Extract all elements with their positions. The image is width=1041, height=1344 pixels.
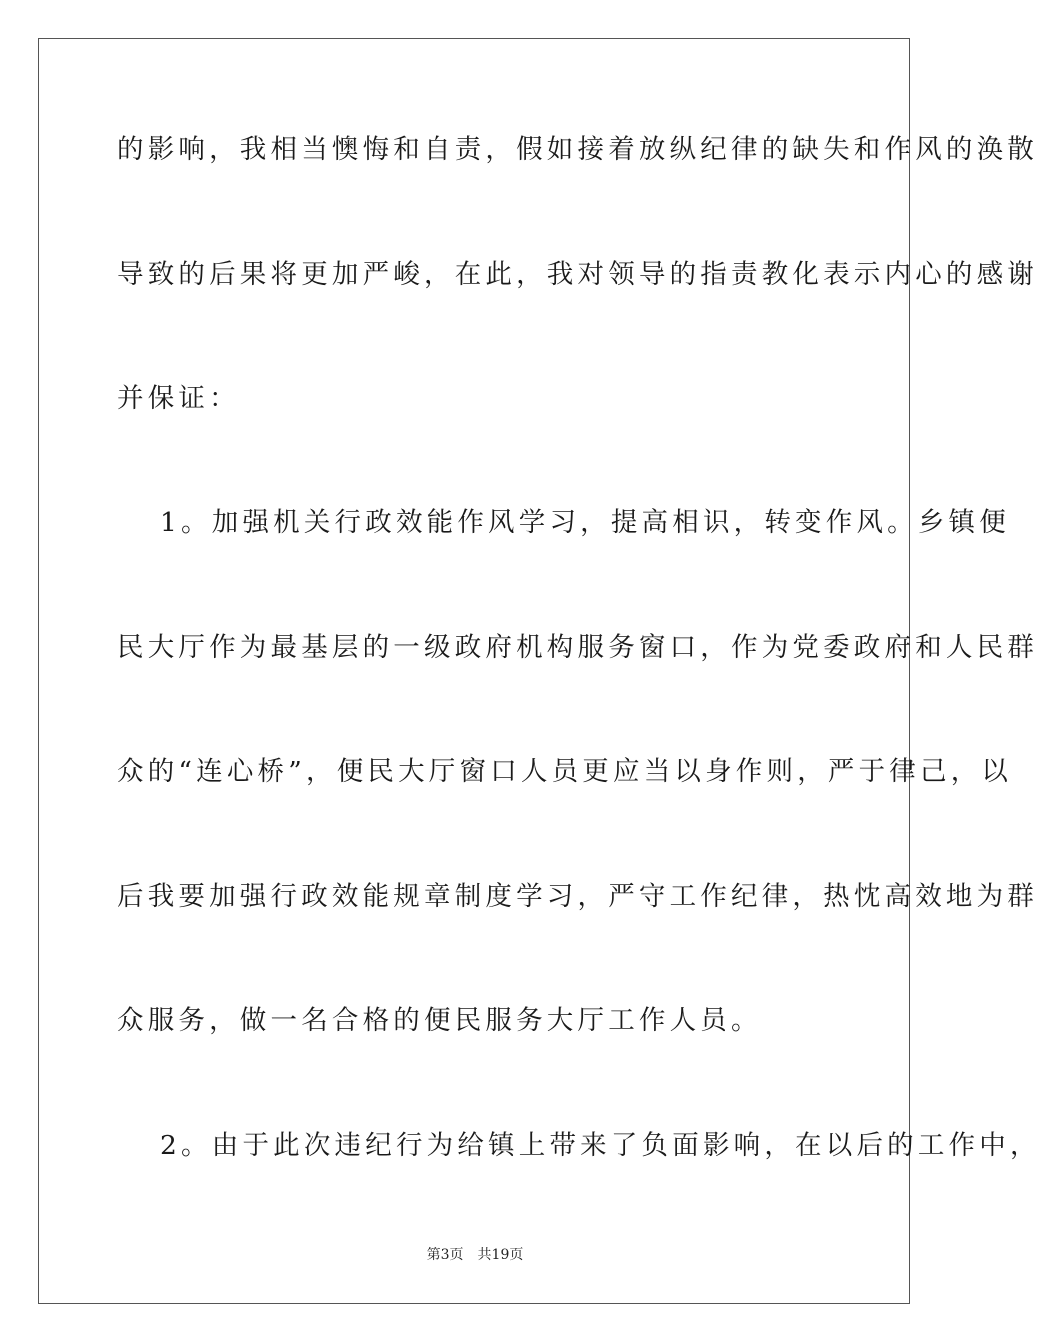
text-line-3: 并保证： (117, 383, 240, 414)
text-line-1: 的影响，我相当懊悔和自责，假如接着放纵纪律的缺失和作风的涣散 (117, 134, 1038, 165)
text-line-7: 后我要加强行政效能规章制度学习，严守工作纪律，热忱高效地为群 (117, 881, 1038, 912)
text-line-4: 1。加强机关行政效能作风学习，提高相识，转变作风。乡镇便 (160, 507, 1010, 538)
page-number: 第3页 (426, 1247, 464, 1263)
text-line-5: 民大厅作为最基层的一级政府机构服务窗口，作为党委政府和人民群 (117, 632, 1038, 663)
text-line-8: 众服务，做一名合格的便民服务大厅工作人员。 (117, 1005, 762, 1036)
text-line-2: 导致的后果将更加严峻，在此，我对领导的指责教化表示内心的感谢 (117, 259, 1038, 290)
text-line-9: 2。由于此次违纪行为给镇上带来了负面影响，在以后的工作中， (160, 1130, 1041, 1161)
text-line-6: 众的“连心桥”，便民大厅窗口人员更应当以身作则，严于律己，以 (117, 756, 1013, 787)
page-footer (0, 1245, 950, 1265)
page-border (38, 38, 1041, 1304)
page-total: 共19页 (477, 1247, 524, 1263)
